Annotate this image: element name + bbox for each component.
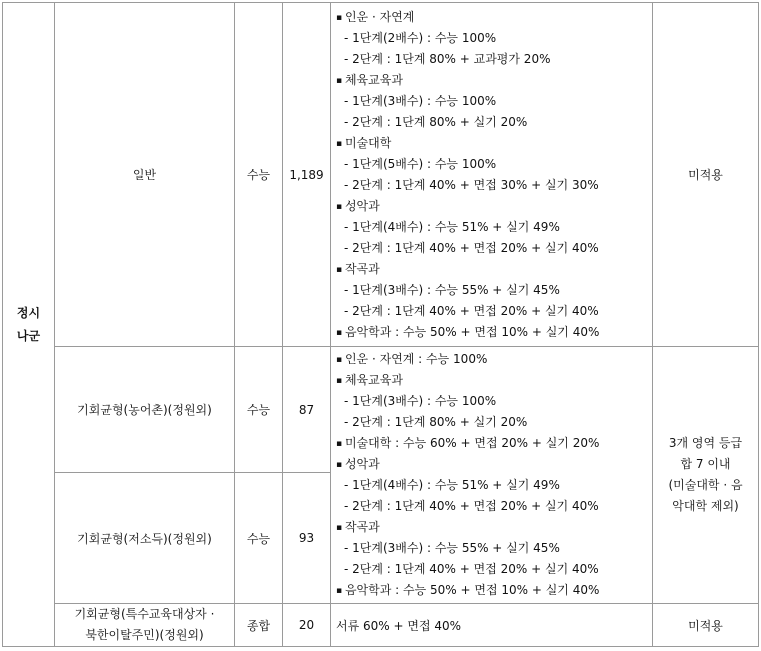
criteria-bullet: ▪ 성악과 [336,454,652,475]
note-shared-line-2: 합 7 이내 [680,457,731,471]
note-shared-line-4: 악대학 제외) [672,499,739,513]
category-low-income: 기회균형(저소득)(정원외) [55,473,235,604]
criteria-bullet: ▪ 체육교육과 [336,370,652,391]
count-special: 20 [283,604,331,647]
criteria-subitem: - 1단계(3배수) : 수능 55% + 실기 45% [344,541,560,555]
criteria-subitem: - 2단계 : 1단계 40% + 면접 30% + 실기 30% [344,177,599,192]
method-special: 종합 [235,604,283,647]
criteria-subitem: - 1단계(4배수) : 수능 51% + 실기 49% [344,219,560,234]
method-rural: 수능 [235,347,283,473]
group-header-cell [3,3,55,647]
table-row [3,347,759,473]
criteria-bullet: ▪ 음악학과 : 수능 50% + 면접 10% + 실기 40% [336,580,652,601]
criteria-bullet: ▪ 성악과 [336,196,652,217]
table-row [3,3,759,347]
criteria-general [331,3,653,347]
note-shared-line-1: 3개 영역 등급 [668,436,743,450]
criteria-subitem: - 2단계 : 1단계 40% + 면접 20% + 실기 40% [344,303,599,318]
note-special: 미적용 [653,604,759,647]
criteria-special: 서류 60% + 면접 40% [331,604,653,647]
note-shared-line-3: (미술대학 · 음 [668,478,743,492]
group-header-line-1: 정시 [16,305,41,320]
criteria-subitem: - 2단계 : 1단계 40% + 면접 20% + 실기 40% [344,240,599,255]
criteria-subitem: - 1단계(3배수) : 수능 100% [344,93,497,108]
category-special-line-1: 기회균형(특수교육대상자 · [74,607,215,621]
criteria-subitem: - 2단계 : 1단계 40% + 면접 20% + 실기 40% [344,562,599,576]
table-row [3,604,759,647]
criteria-subitem: - 1단계(5배수) : 수능 100% [344,156,497,171]
group-header-line-2: 나군 [16,328,41,343]
criteria-bullet: ▪ 음악학과 : 수능 50% + 면접 10% + 실기 40% [336,322,652,343]
criteria-bullet: ▪ 작곡과 [336,517,652,538]
criteria-subitem: - 1단계(2배수) : 수능 100% [344,30,497,45]
criteria-shared [331,347,653,604]
criteria-subitem: - 2단계 : 1단계 80% + 실기 20% [344,114,528,129]
criteria-bullet: ▪ 인운 · 자연계 : 수능 100% [336,349,652,370]
criteria-bullet: ▪ 체육교육과 [336,70,652,91]
count-general: 1,189 [283,3,331,347]
criteria-subitem: - 1단계(4배수) : 수능 51% + 실기 49% [344,478,560,492]
criteria-bullet: ▪ 인운 · 자연계 [336,7,652,28]
criteria-subitem: - 2단계 : 1단계 40% + 면접 20% + 실기 40% [344,499,599,513]
category-rural: 기회균형(농어촌)(정원외) [55,347,235,473]
category-special-line-2: 북한이탈주민)(정원외) [85,628,204,642]
criteria-subitem: - 2단계 : 1단계 80% + 교과평가 20% [344,51,551,66]
criteria-subitem: - 1단계(3배수) : 수능 55% + 실기 45% [344,282,560,297]
criteria-list [331,5,652,345]
criteria-subitem: - 2단계 : 1단계 80% + 실기 20% [344,415,528,429]
method-low-income: 수능 [235,473,283,604]
note-general: 미적용 [653,3,759,347]
criteria-list [331,347,652,603]
category-general: 일반 [55,3,235,347]
category-special [55,604,235,647]
admission-table [2,2,759,647]
note-shared [653,347,759,604]
count-rural: 87 [283,347,331,473]
criteria-subitem: - 1단계(3배수) : 수능 100% [344,394,497,408]
method-general: 수능 [235,3,283,347]
count-low-income: 93 [283,473,331,604]
criteria-bullet: ▪ 미술대학 : 수능 60% + 면접 20% + 실기 20% [336,433,652,454]
criteria-bullet: ▪ 작곡과 [336,259,652,280]
criteria-bullet: ▪ 미술대학 [336,133,652,154]
